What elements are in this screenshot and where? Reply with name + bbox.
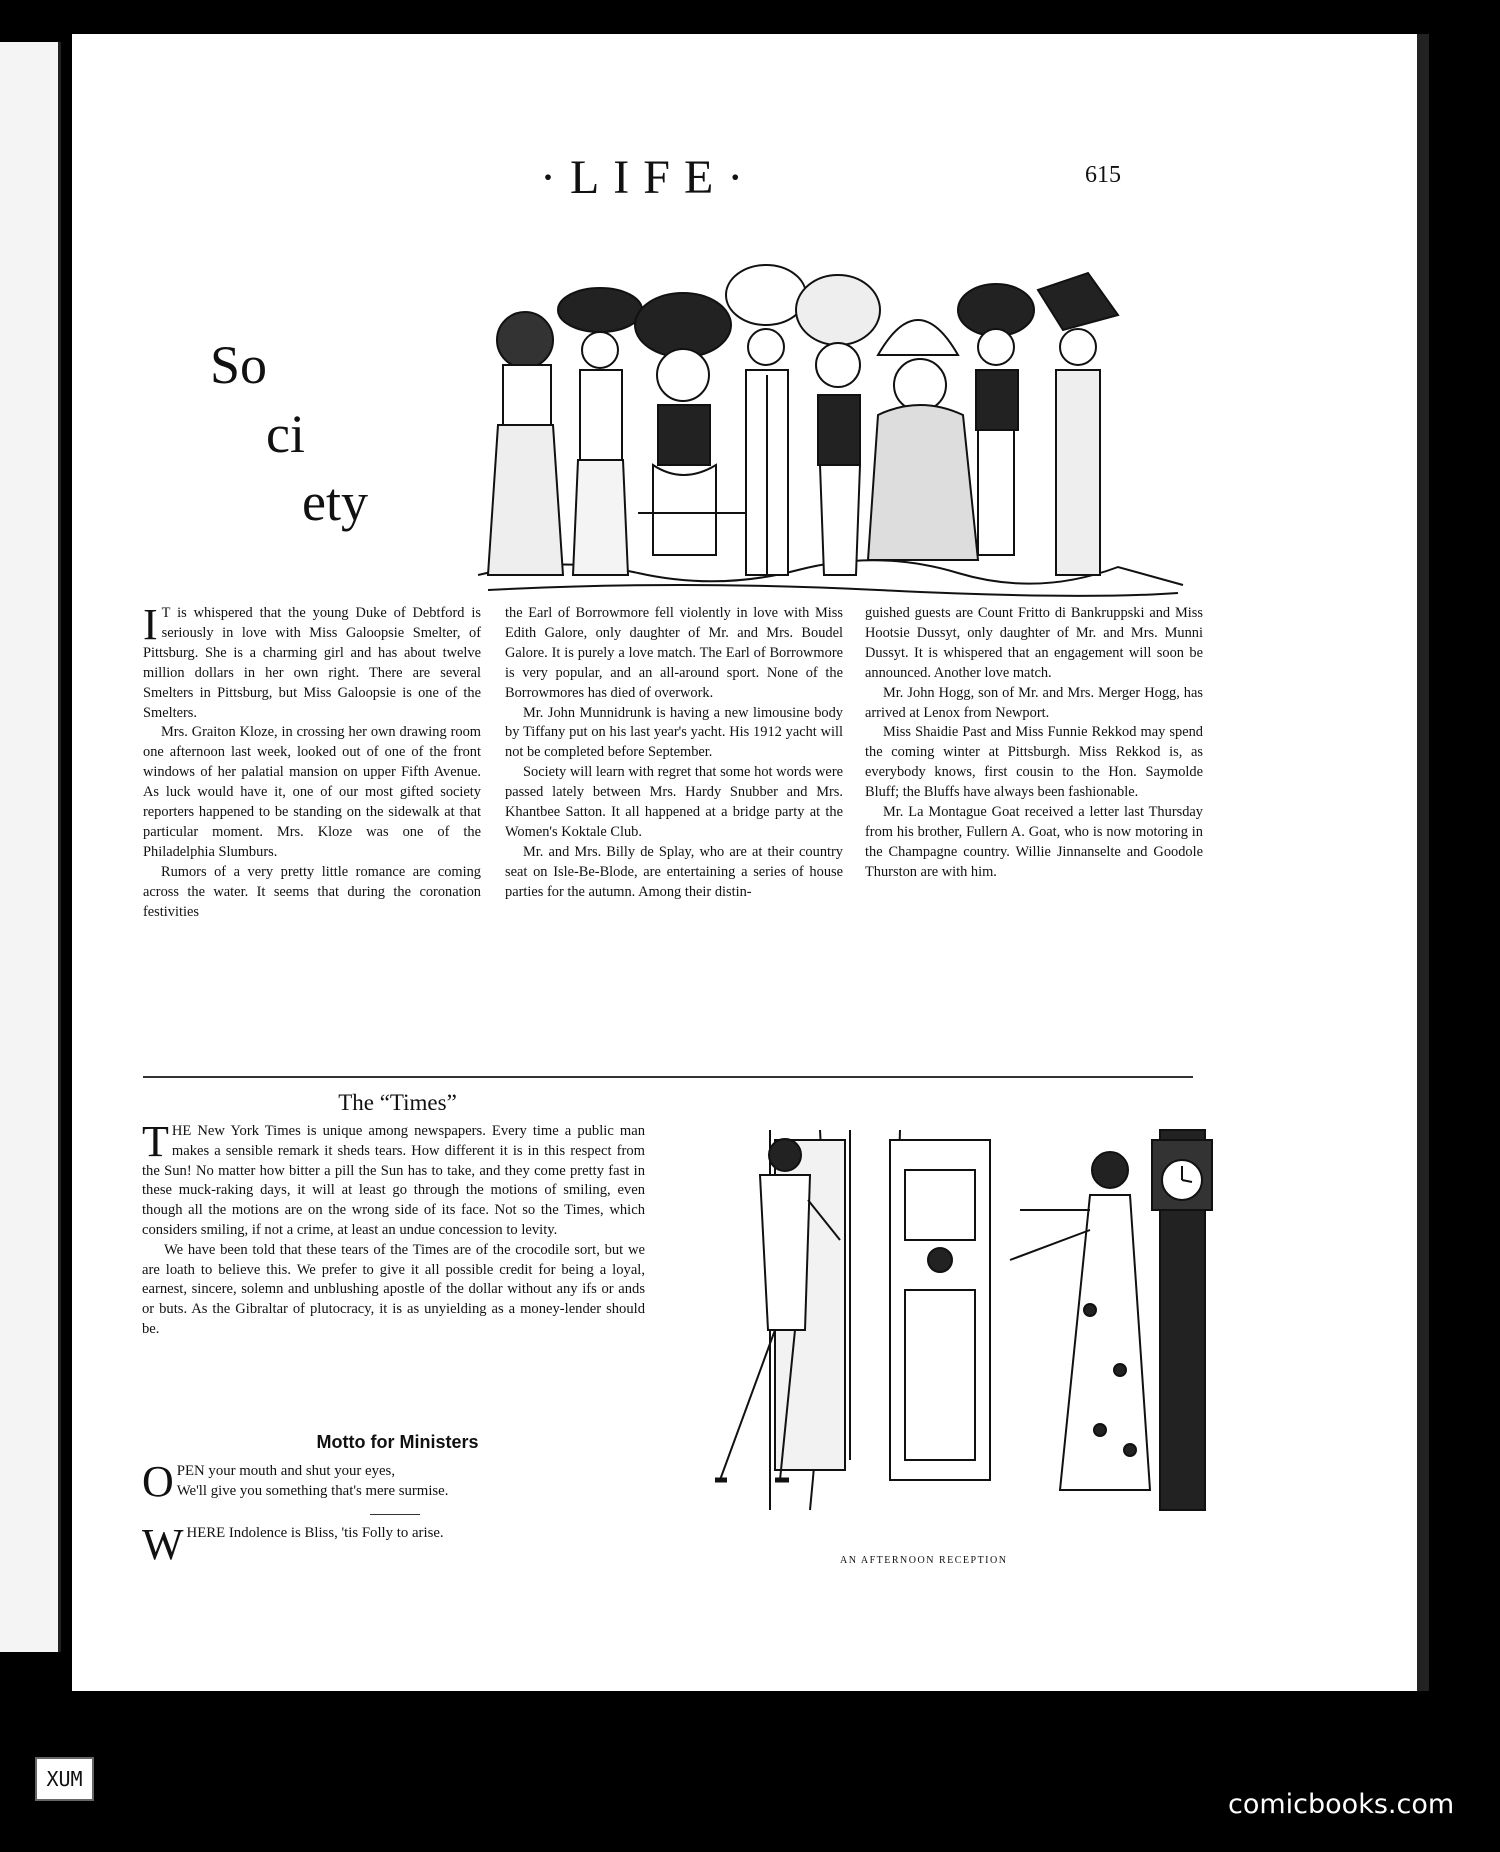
afternoon-reception-illustration bbox=[690, 1110, 1220, 1530]
society-paragraph: Mrs. Graiton Kloze, in crossing her own drawing room one afternoon last week, looked out of one of the front windows of her palatial mansion on upper Fifth Avenue. As luck would have it, one of our most gifted society reporters happened to be standing on the sidewalk at that particular moment. Mrs. Kloze was one of the Philadelphia Slumburs. bbox=[143, 724, 481, 860]
page-spine-shadow bbox=[1417, 34, 1429, 1691]
site-watermark: comicbooks.com bbox=[1228, 1789, 1455, 1820]
society-column-1 bbox=[143, 600, 481, 923]
times-paragraph: THE New York Times is unique among newspapers. Every time a public man makes a sensible remark it sheds tears. How different it is in this respect from the Sun! No matter how bitter a pill the Sun has to take, and they come pretty fast in these muck-raking days, it will at least go through the motions of smiling, even though all the motions are on the wrong side of its face. Not so the Times, which considers smiling, if not a crime, at least an undue concession to levity. bbox=[142, 1117, 645, 1238]
society-column-3 bbox=[865, 604, 1203, 883]
motto-line-1: PEN your mouth and shut your eyes, bbox=[176, 1463, 396, 1479]
society-paragraph: guished guests are Count Fritto di Bankruppski and Miss Hootsie Dussyt, only daughter of Mr. and Mrs. Munni Dussyt. It is whispered that an engagement will soon be announced. Another love match. bbox=[865, 605, 1203, 681]
society-title-part-2: ci bbox=[266, 404, 305, 464]
motto-line-2: We'll give you something that's mere surmise. bbox=[176, 1482, 449, 1499]
motto-title: Motto for Ministers bbox=[316, 1432, 479, 1452]
where-epigram: WHERE Indolence is Bliss, 'tis Folly to arise. bbox=[142, 1520, 444, 1569]
drop-cap: I bbox=[143, 600, 158, 649]
society-paragraph: Rumors of a very pretty little romance are coming across the water. It seems that during the coronation festivities bbox=[143, 863, 481, 920]
society-paragraph: Mr. and Mrs. Billy de Splay, who are at their country seat on Isle-Be-Blode, are entertaining a series of house parties for the autumn. Among their distin- bbox=[505, 843, 843, 900]
society-paragraph: I T is whispered that the young Duke of Debtford is seriously in love with Miss Galoopsie Smelter, of Pittsburg. She is a charming girl and has about twelve million dollars in her own right. There are several Smelters in Pittsburg, but Miss Galoopsie is one of the Smelters. bbox=[143, 600, 481, 721]
society-column-2 bbox=[505, 604, 843, 903]
page-number: 615 bbox=[1085, 162, 1121, 188]
society-paragraph: Society will learn with regret that some hot words were passed lately between Mrs. Hardy Snubber and Mrs. Khantbee Satton. It all happened at a bridge party at the Women's Koktale Club. bbox=[505, 764, 843, 840]
times-article-body bbox=[142, 1117, 645, 1340]
facing-page-edge bbox=[0, 42, 61, 1652]
society-title-part-1: So bbox=[210, 335, 268, 395]
illustration-caption: AN AFTERNOON RECEPTION bbox=[840, 1555, 1008, 1566]
section-divider bbox=[143, 1076, 1193, 1078]
drop-cap: W bbox=[142, 1520, 184, 1569]
corner-label: XUM bbox=[35, 1757, 94, 1801]
times-article-title: The “Times” bbox=[338, 1090, 457, 1115]
drop-cap: T bbox=[142, 1117, 169, 1166]
society-paragraph: the Earl of Borrowmore fell violently in love with Miss Edith Galore, only daughter of Mr. and Mrs. Boudel Galore. It is purely a love match. The Earl of Borrowmore is very popular, and an all-around sport. None of the Borrowmores has died of overwork. bbox=[505, 605, 843, 701]
society-title-part-3: ety bbox=[302, 472, 368, 532]
society-paragraph: Mr. John Munnidrunk is having a new limousine body by Tiffany put on his last year's yacht. His 1912 yacht will not be completed before September. bbox=[505, 704, 843, 761]
society-ladies-illustration bbox=[478, 255, 1188, 600]
masthead-title: ·LIFE· bbox=[540, 151, 758, 204]
small-divider bbox=[370, 1514, 420, 1515]
society-paragraph: Mr. John Hogg, son of Mr. and Mrs. Merger Hogg, has arrived at Lenox from Newport. bbox=[865, 684, 1203, 721]
times-paragraph: We have been told that these tears of the Times are of the crocodile sort, but we are loath to believe this. We prefer to give it all possible credit for being a loyal, earnest, sincere, solemn and unblushing apostle of the dollar without any ifs or ands or buts. As the Gibraltar of plutocracy, it is as unyielding as a money-lender should be. bbox=[142, 1241, 645, 1337]
society-paragraph: Mr. La Montague Goat received a letter last Thursday from his brother, Fullern A. Goat, who is now motoring in the Champagne country. Willie Jinnanselte and Goodole Thurston are with him. bbox=[865, 804, 1203, 880]
drop-cap: O bbox=[142, 1457, 174, 1506]
motto-poem bbox=[142, 1457, 662, 1506]
society-paragraph: Miss Shaidie Past and Miss Funnie Rekkod may spend the coming winter at Pittsburgh. Miss Rekkod is, as everybody knows, first cousin to the Hon. Saymolde Bluff; the Bluffs have always been fashionable. bbox=[865, 724, 1203, 801]
